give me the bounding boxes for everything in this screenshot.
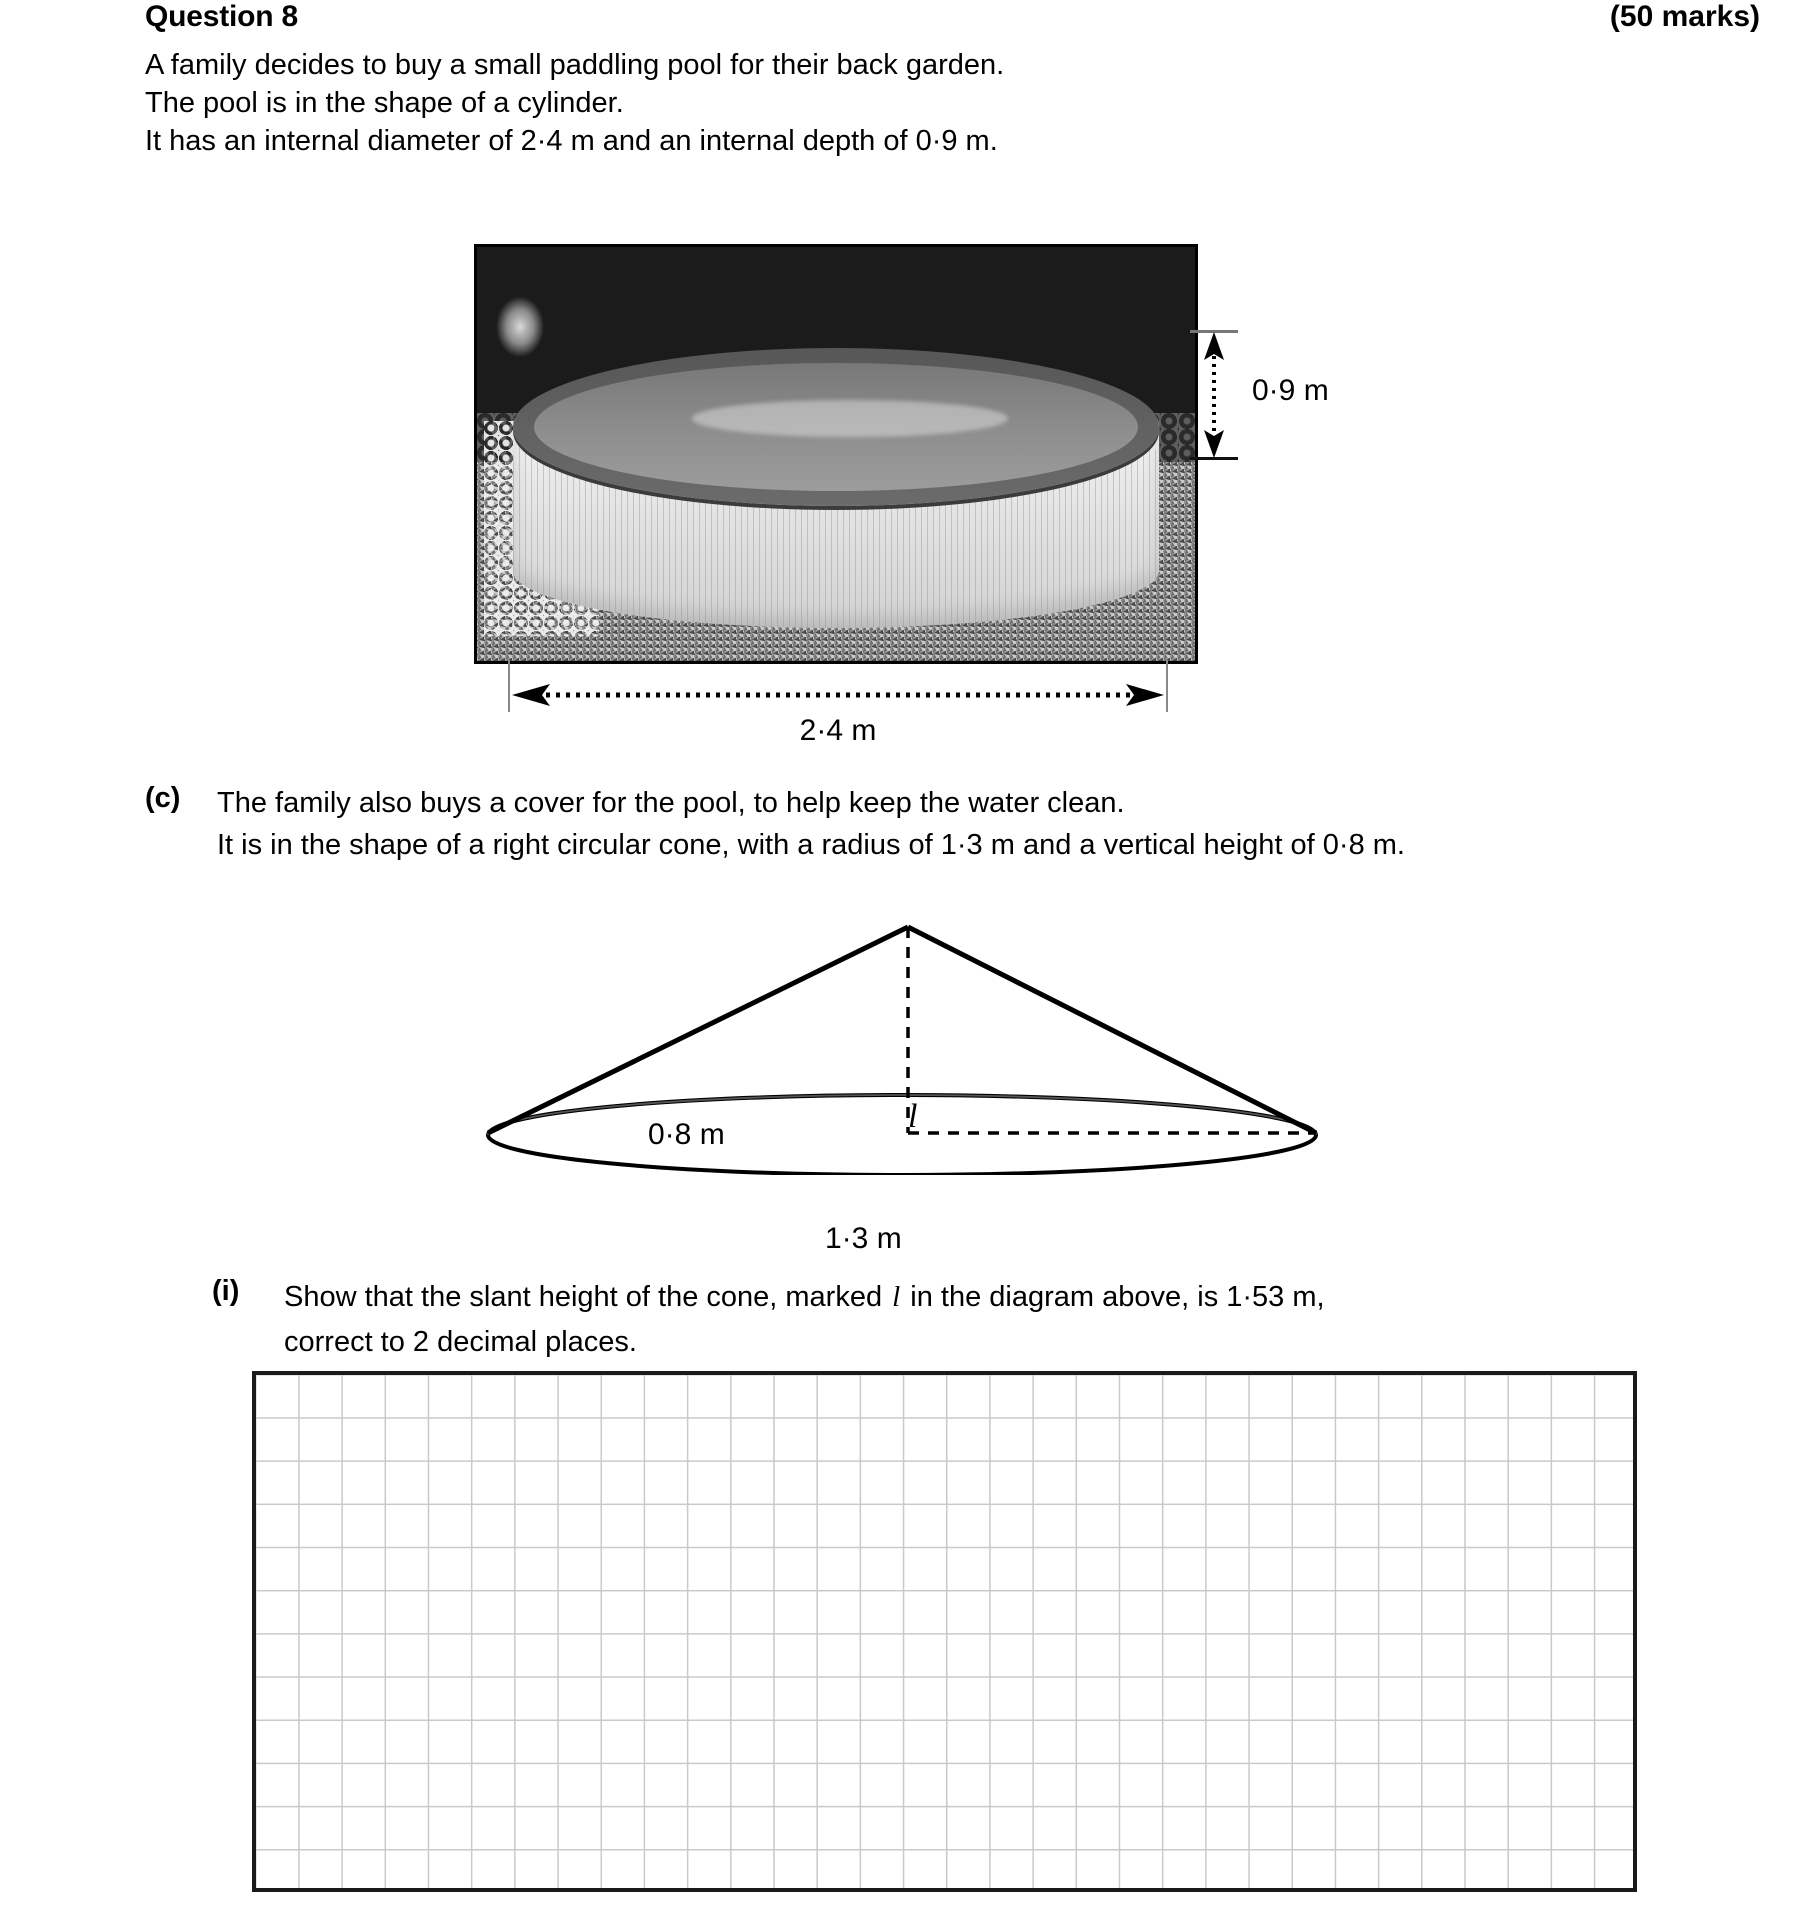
intro-line-1: A family decides to buy a small paddling pool for their back garden.	[145, 49, 1005, 81]
part-i-line-1-after: in the diagram above, is 1·53 m,	[910, 1281, 1325, 1313]
part-i-marker: (i)	[212, 1275, 240, 1307]
part-c-line-2: It is in the shape of a right circular cone, with a radius of 1·3 m and a vertical height of 0·8 m.	[217, 829, 1405, 861]
intro-line-3: It has an internal diameter of 2·4 m and an internal depth of 0·9 m.	[145, 125, 998, 157]
pool-depth-dimension	[1190, 330, 1420, 460]
cone-base-ellipse-back	[488, 1095, 1316, 1135]
part-c-i	[212, 1275, 1692, 1365]
depth-label: 0·9 m	[1252, 374, 1329, 407]
marks-label: (50 marks)	[1609, 0, 1760, 33]
page-title: Question 8	[145, 0, 299, 33]
slant-height-symbol: l	[892, 1281, 901, 1313]
diameter-arrow-icon	[508, 680, 1168, 710]
depth-arrow-icon	[1198, 330, 1230, 460]
part-c-line-1: The family also buys a cover for the pool, to help keep the water clean.	[217, 787, 1125, 819]
part-i-line-1-before: Show that the slant height of the cone, marked	[284, 1281, 883, 1313]
diameter-label: 2·4 m	[799, 714, 877, 747]
part-c	[145, 782, 1765, 866]
part-i-line-2: correct to 2 decimal places.	[284, 1326, 637, 1358]
pool-diameter-dimension	[508, 660, 1168, 780]
cone-diagram	[470, 905, 1370, 1255]
part-i-line-1	[284, 1275, 1692, 1320]
cone-radius-label: 1·3 m	[825, 1222, 902, 1255]
cone-shape	[470, 905, 1370, 1175]
part-c-marker: (c)	[145, 782, 181, 814]
paddling-pool-photo	[474, 244, 1198, 664]
cone-left-edge	[488, 927, 908, 1133]
intro-line-2: The pool is in the shape of a cylinder.	[145, 87, 624, 119]
question-intro	[145, 46, 1545, 160]
answer-grid-box[interactable]	[252, 1371, 1637, 1892]
cone-height-label: 0·8 m	[648, 1118, 725, 1151]
cone-slant-height-label: l	[908, 1098, 918, 1135]
